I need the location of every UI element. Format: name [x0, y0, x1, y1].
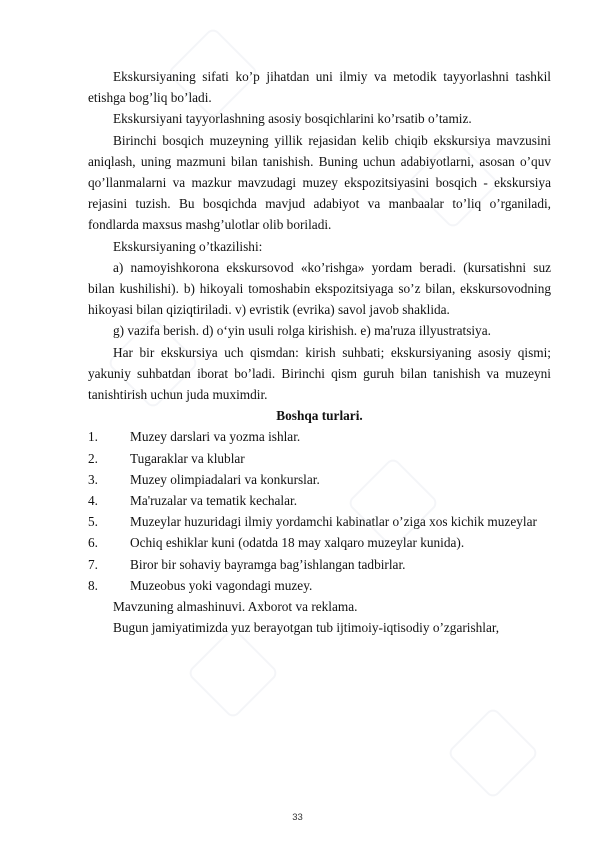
- list-text: Ochiq eshiklar kuni (odatda 18 may xalqaro muzeylar kunida).: [130, 535, 465, 551]
- paragraph: Ekskursiyaning sifati ko’p jihatdan uni ilmiy va metodik tayyorlashni tashkil etishga bog’liq bo’ladi.: [88, 69, 551, 106]
- list-text: Biror bir sohaviy bayramga bag’ishlangan tadbirlar.: [130, 556, 406, 572]
- paragraph: Ekskursiyaning o’tkazilishi:: [113, 238, 263, 254]
- list-item: [88, 448, 551, 469]
- list-text: Ma'ruzalar va tematik kechalar.: [130, 493, 298, 509]
- list-number: 8.: [88, 577, 98, 593]
- paragraph: Ekskursiyani tayyorlashning asosiy bosqichlarini ko’rsatib o’tamiz.: [113, 111, 472, 127]
- page-number: 33: [292, 812, 303, 823]
- paragraph: Har bir ekskursiya uch qismdan: kirish suhbati; ekskursiyaning asosiy qismi; yakuniy suhbatdan iborat bo’ladi. Birinchi qism guruh bilan tanishish va muzeyni tanishtirish uchun juda muximdir.: [88, 344, 551, 403]
- list-item: [88, 469, 551, 490]
- list-number: 6.: [88, 535, 98, 551]
- section-heading: Boshqa turlari.: [276, 408, 363, 424]
- list-number: 3.: [88, 471, 98, 487]
- paragraph: g) vazifa berish. d) o‘yin usuli rolga kirishish. e) ma'ruza illyustratsiya.: [113, 323, 491, 339]
- list-text: Muzeylar huzuridagi ilmiy yordamchi kabinatlar o’ziga xos kichik muzeylar: [130, 514, 537, 530]
- list-item: [88, 532, 551, 553]
- watermark-shape: [446, 706, 539, 799]
- list-text: Muzey darslari va yozma ishlar.: [130, 429, 301, 445]
- list-number: 1.: [88, 429, 98, 445]
- list-number: 5.: [88, 514, 98, 530]
- list-item: [88, 575, 551, 596]
- watermark-shape: [186, 626, 279, 719]
- list-number: 2.: [88, 450, 98, 466]
- list-text: Muzey olimpiadalari va konkurslar.: [130, 471, 320, 487]
- list-text: Muzeobus yoki vagondagi muzey.: [130, 577, 313, 593]
- list-item: [88, 511, 551, 532]
- paragraph: Bugun jamiyatimizda yuz berayotgan tub ijtimoiy-iqtisodiy o’zgarishlar,: [113, 620, 500, 636]
- list-number: 7.: [88, 556, 98, 572]
- list-item: [88, 554, 551, 575]
- list-number: 4.: [88, 493, 98, 509]
- list-text: Tugaraklar va klublar: [130, 450, 245, 466]
- paragraph: Birinchi bosqich muzeyning yillik rejasidan kelib chiqib ekskursiya mavzusini aniqlash, uning mazmuni bilan tanishish. Buning uchun adabiyotlarni, asosan o’quv qo’llanmalarni va mazkur mavzudagi muzey ekspozitsiyasini bosqich - ekskursiya rejasini tuzish. Bu bosqichda mavjud adabiyot va manbaalar to’liq o’rganiladi, fondlarda maxsus mashg’ulotlar olib boriladi.: [88, 132, 551, 233]
- paragraph: a) namoyishkorona ekskursovod «ko’rishga» yordam beradi. (kursatishni suz bilan kushilishi). b) hikoyali tomoshabin ekspozitsiyaga so’z bilan, ekskursovodning hikoyasi bilan qiziqtiriladi. v) evristik (evrika) savol javob shaklida.: [88, 259, 551, 318]
- paragraph: Mavzuning almashinuvi. Axborot va reklama.: [113, 599, 358, 615]
- page-body: [88, 66, 551, 638]
- list-item: [88, 490, 551, 511]
- list-item: [88, 426, 551, 447]
